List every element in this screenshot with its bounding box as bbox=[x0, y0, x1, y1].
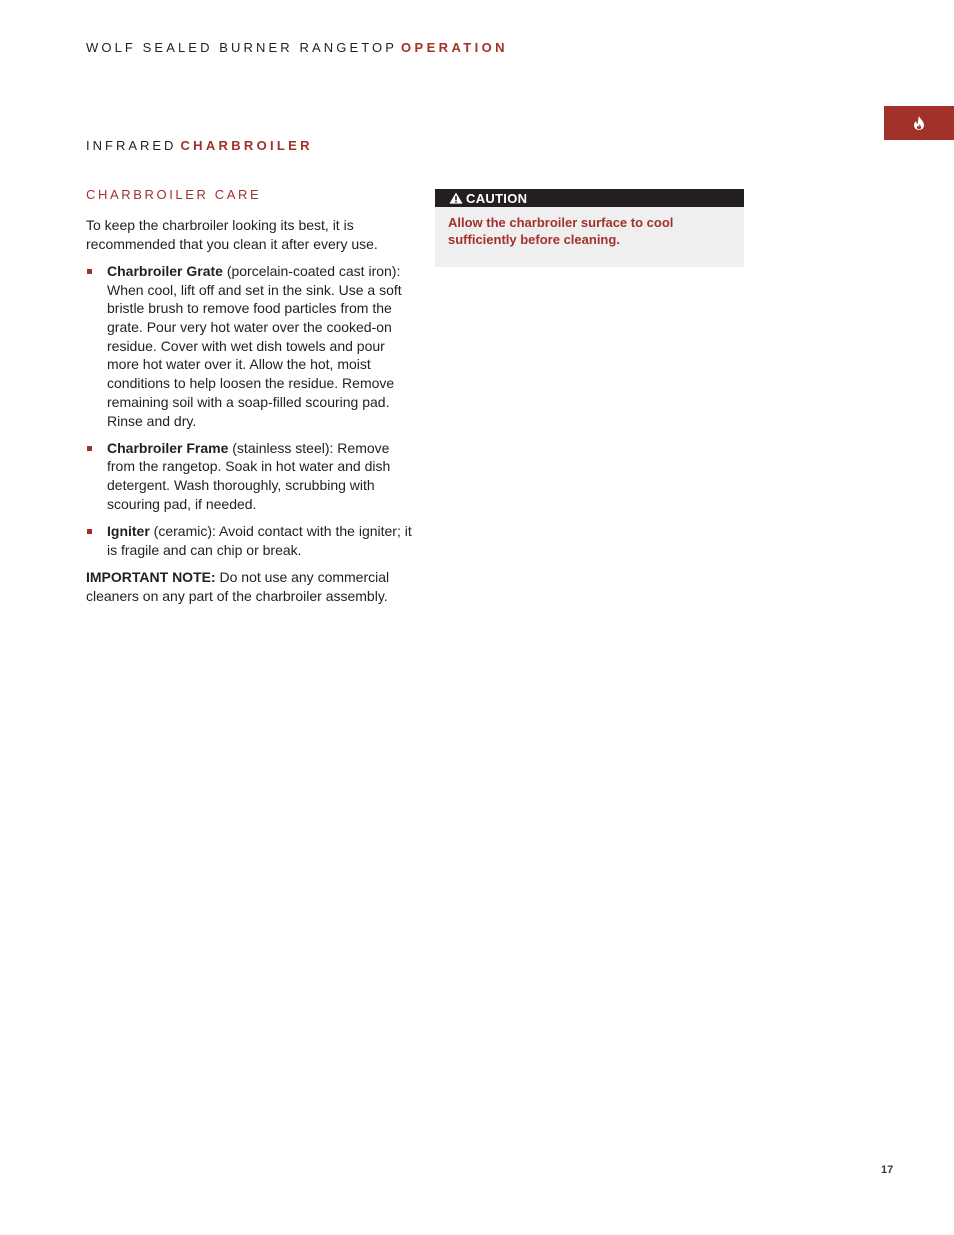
flame-icon bbox=[913, 116, 925, 130]
caution-header bbox=[435, 189, 744, 207]
important-note bbox=[86, 568, 412, 605]
square-bullet-icon bbox=[87, 529, 92, 534]
header-section: OPERATION bbox=[401, 40, 508, 55]
item-label: Charbroiler Frame bbox=[107, 439, 229, 456]
list-item bbox=[86, 262, 412, 430]
page-number: 17 bbox=[881, 1164, 894, 1176]
item-label: Igniter bbox=[107, 523, 150, 540]
caution-label: CAUTION bbox=[466, 190, 528, 206]
square-bullet-icon bbox=[87, 446, 92, 451]
section-title-accent: CHARBROILER bbox=[180, 138, 313, 153]
section-title bbox=[86, 138, 313, 153]
warning-triangle-icon bbox=[449, 192, 463, 204]
item-label: Charbroiler Grate bbox=[107, 262, 223, 279]
square-bullet-icon bbox=[87, 269, 92, 274]
list-item bbox=[86, 522, 412, 559]
list-item bbox=[86, 439, 412, 514]
care-list bbox=[86, 262, 412, 560]
care-instructions bbox=[86, 216, 412, 614]
section-prefix: INFRARED bbox=[86, 138, 177, 153]
item-text: (porcelain-coated cast iron): When cool, lift off and set in the sink. Use a soft bristle brush to remove food particles from the grate. Pour very hot water over the cooked-on residue. Cover with wet dish towels and pour more hot water over it. Allow the hot, moist conditions to help loosen the residue. Remove remaining soil with a soap-filled scouring pad. Rinse and dry. bbox=[107, 262, 402, 429]
intro-paragraph: To keep the charbroiler looking its best, it is recommended that you clean it after every use. bbox=[86, 217, 378, 252]
header-title: WOLF SEALED BURNER RANGETOP bbox=[86, 40, 398, 55]
running-header bbox=[86, 40, 508, 55]
section-tab bbox=[884, 106, 954, 140]
caution-text: Allow the charbroiler surface to cool sufficiently before cleaning. bbox=[448, 215, 674, 247]
item-text: (stainless steel): Remove from the rangetop. Soak in hot water and dish detergent. Wash thoroughly, scrubbing with scouring pad, if needed. bbox=[107, 439, 391, 512]
caution-box bbox=[435, 189, 744, 267]
note-label: IMPORTANT NOTE: bbox=[86, 568, 216, 585]
note-text: Do not use any commercial cleaners on any part of the charbroiler assembly. bbox=[86, 568, 390, 604]
subheading: CHARBROILER CARE bbox=[86, 187, 262, 202]
item-text: (ceramic): Avoid contact with the igniter; it is fragile and can chip or break. bbox=[107, 523, 412, 558]
